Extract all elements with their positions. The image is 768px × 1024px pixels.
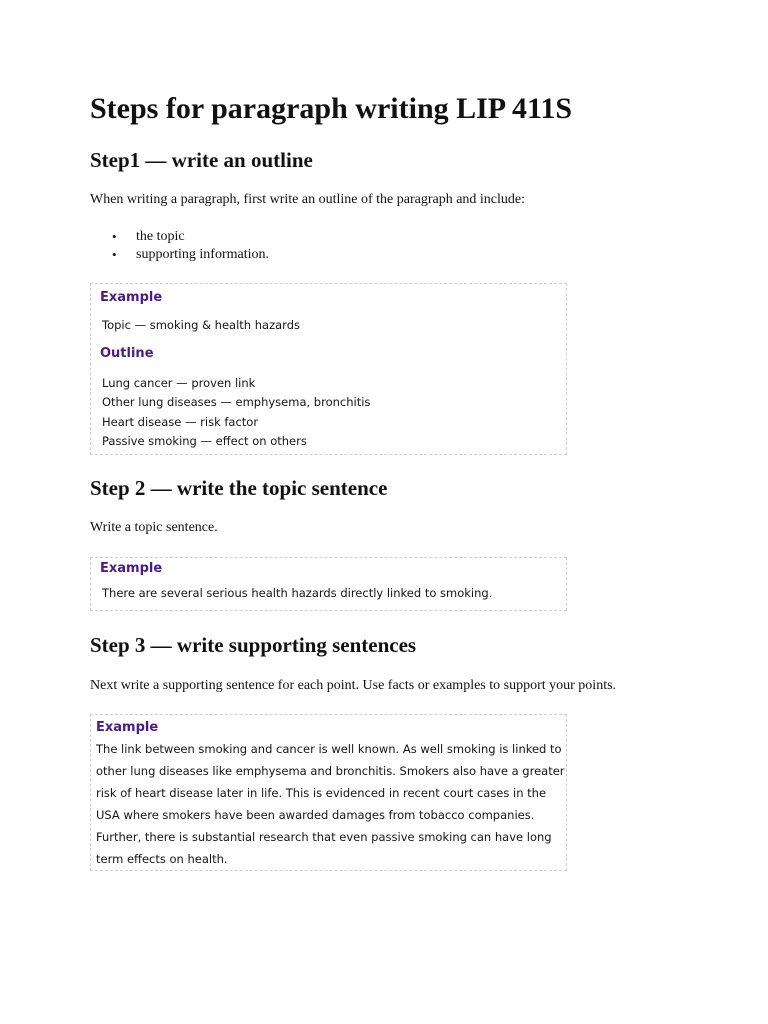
example-paragraph-line: USA where smokers have been awarded damages from tobacco companies. bbox=[96, 808, 535, 822]
step2-heading: Step 2 — write the topic sentence bbox=[90, 476, 388, 500]
list-item bbox=[90, 228, 269, 246]
example-paragraph-line: The link between smoking and cancer is well known. As well smoking is linked to bbox=[96, 742, 562, 756]
step3-heading: Step 3 — write supporting sentences bbox=[90, 633, 417, 657]
step3-example-box bbox=[90, 714, 567, 871]
example-paragraph-line: other lung diseases like emphysema and bronchitis. Smokers also have a greater bbox=[96, 764, 565, 778]
outline-item: Other lung diseases — emphysema, bronchitis bbox=[102, 395, 371, 409]
step1-bullet-list bbox=[90, 228, 269, 264]
example-topic-sentence: There are several serious health hazards directly linked to smoking. bbox=[102, 586, 493, 600]
list-item-text: the topic bbox=[136, 229, 185, 244]
bullet-icon: • bbox=[112, 229, 117, 244]
step1-example-box bbox=[90, 283, 567, 455]
outline-item: Heart disease — risk factor bbox=[102, 415, 259, 429]
example-paragraph-line: Further, there is substantial research that even passive smoking can have long bbox=[96, 830, 552, 844]
outline-item: Passive smoking — effect on others bbox=[102, 434, 307, 448]
example-label: Example bbox=[96, 720, 159, 735]
example-paragraph-line: term effects on health. bbox=[96, 852, 228, 866]
outline-label: Outline bbox=[100, 346, 154, 361]
example-paragraph-line: risk of heart disease later in life. This is evidenced in recent court cases in the bbox=[96, 786, 547, 800]
page-title: Steps for paragraph writing LIP 411S bbox=[90, 92, 573, 125]
bullet-icon: • bbox=[112, 247, 117, 262]
step1-intro: When writing a paragraph, first write an outline of the paragraph and include: bbox=[90, 192, 526, 207]
step1-heading: Step1 — write an outline bbox=[90, 148, 313, 172]
example-label: Example bbox=[100, 290, 163, 305]
example-label: Example bbox=[100, 561, 163, 576]
list-item-text: supporting information. bbox=[136, 247, 269, 262]
step3-intro: Next write a supporting sentence for each point. Use facts or examples to support your points. bbox=[90, 678, 617, 693]
outline-item: Lung cancer — proven link bbox=[102, 376, 256, 390]
step2-intro: Write a topic sentence. bbox=[90, 520, 218, 535]
example-topic: Topic — smoking & health hazards bbox=[102, 318, 300, 332]
list-item bbox=[90, 246, 269, 264]
step2-example-box bbox=[90, 557, 567, 611]
